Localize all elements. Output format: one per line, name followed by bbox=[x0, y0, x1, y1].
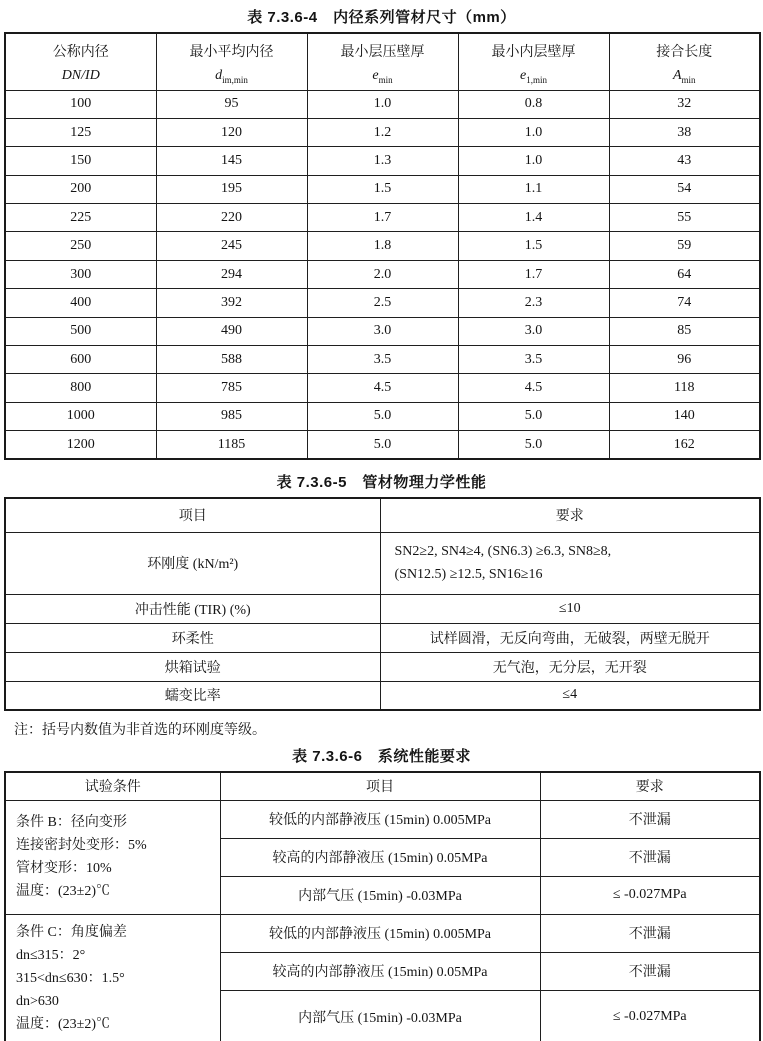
table1-title: 表 7.3.6-4 内径系列管材尺寸（mm） bbox=[247, 9, 516, 26]
condition-line: 连接密封处变形：5% bbox=[16, 838, 147, 854]
table-cell: 1000 bbox=[5, 402, 156, 430]
column-header-requirement: 要求 bbox=[540, 772, 760, 800]
table-cell: 95 bbox=[156, 90, 307, 118]
column-label: 最小平均内径 bbox=[189, 45, 274, 61]
table-row bbox=[5, 175, 760, 203]
column-symbol: e bbox=[372, 67, 379, 83]
table-cell: 96 bbox=[609, 346, 760, 374]
table-cell: 2.3 bbox=[458, 289, 609, 317]
item-cell: 内部气压 (15min) -0.03MPa bbox=[220, 990, 540, 1041]
table-cell: 1.1 bbox=[458, 175, 609, 203]
requirement-cell: ≤ -0.027MPa bbox=[540, 876, 760, 914]
table-pipe-dimensions bbox=[4, 32, 761, 460]
table-cell: 1.3 bbox=[307, 147, 458, 175]
condition-line: 温度：(23±2)℃ bbox=[16, 884, 111, 900]
table-system-performance bbox=[4, 771, 761, 1041]
table-cell: 59 bbox=[609, 232, 760, 260]
condition-line: dn≤315：2° bbox=[16, 948, 86, 964]
item-cell: 烘箱试验 bbox=[5, 652, 380, 681]
table-row bbox=[5, 594, 760, 623]
table-cell: 145 bbox=[156, 147, 307, 175]
column-header-requirement: 要求 bbox=[380, 498, 760, 532]
table-row bbox=[5, 914, 760, 952]
table-cell: 1185 bbox=[156, 431, 307, 459]
table-cell: 200 bbox=[5, 175, 156, 203]
table-cell: 85 bbox=[609, 317, 760, 345]
table-cell: 1.8 bbox=[307, 232, 458, 260]
condition-line: 315<dn≤630：1.5° bbox=[16, 971, 125, 987]
column-header-layer-wall-thickness bbox=[307, 33, 458, 90]
requirement-cell: 不泄漏 bbox=[540, 800, 760, 838]
condition-line: 条件 B：径向变形 bbox=[16, 815, 127, 831]
table-row bbox=[5, 681, 760, 710]
table-row bbox=[5, 431, 760, 459]
table-cell: 1.7 bbox=[458, 260, 609, 288]
table-cell: 3.5 bbox=[458, 346, 609, 374]
table-cell: 4.5 bbox=[307, 374, 458, 402]
table-row bbox=[5, 289, 760, 317]
item-cell: 环柔性 bbox=[5, 623, 380, 652]
condition-line: dn>630 bbox=[16, 994, 59, 1010]
requirement-cell: ≤ -0.027MPa bbox=[540, 990, 760, 1041]
table-cell: 0.8 bbox=[458, 90, 609, 118]
table-cell: 1.7 bbox=[307, 204, 458, 232]
table-cell: 1.0 bbox=[458, 147, 609, 175]
table-cell: 100 bbox=[5, 90, 156, 118]
table-cell: 985 bbox=[156, 402, 307, 430]
table-row bbox=[5, 232, 760, 260]
table2-note: 注：括号内数值为非首选的环刚度等级。 bbox=[14, 723, 266, 739]
table-cell: 55 bbox=[609, 204, 760, 232]
table-cell: 250 bbox=[5, 232, 156, 260]
item-cell: 较高的内部静液压 (15min) 0.05MPa bbox=[220, 952, 540, 990]
table-cell: 2.5 bbox=[307, 289, 458, 317]
table-cell: 38 bbox=[609, 118, 760, 146]
requirement-cell bbox=[380, 532, 760, 594]
table-cell: 1.5 bbox=[458, 232, 609, 260]
column-symbol: A bbox=[672, 67, 682, 83]
table-cell: 392 bbox=[156, 289, 307, 317]
table-physical-properties bbox=[4, 497, 761, 711]
table-row bbox=[5, 90, 760, 118]
table-cell: 500 bbox=[5, 317, 156, 345]
table-cell: 4.5 bbox=[458, 374, 609, 402]
requirement-cell: ≤4 bbox=[380, 681, 760, 710]
table-cell: 3.0 bbox=[458, 317, 609, 345]
table-row bbox=[5, 652, 760, 681]
requirement-cell: 试样圆滑，无反向弯曲，无破裂，两壁无脱开 bbox=[380, 623, 760, 652]
table-cell: 5.0 bbox=[458, 431, 609, 459]
table-cell: 1.4 bbox=[458, 204, 609, 232]
table2-title: 表 7.3.6-5 管材物理力学性能 bbox=[276, 474, 487, 492]
requirement-line: SN2≥2, SN4≥4, (SN6.3) ≥6.3, SN8≥8, bbox=[394, 543, 612, 559]
column-header-item: 项目 bbox=[5, 498, 380, 532]
column-label: 最小内层壁厚 bbox=[491, 45, 576, 61]
table-cell: 785 bbox=[156, 374, 307, 402]
table-cell: 1.0 bbox=[307, 90, 458, 118]
item-cell: 内部气压 (15min) -0.03MPa bbox=[220, 876, 540, 914]
table-cell: 74 bbox=[609, 289, 760, 317]
condition-b-cell bbox=[5, 800, 220, 914]
table1-body bbox=[5, 90, 760, 459]
table-cell: 588 bbox=[156, 346, 307, 374]
table-cell: 32 bbox=[609, 90, 760, 118]
table-row bbox=[5, 317, 760, 345]
table-cell: 2.0 bbox=[307, 260, 458, 288]
column-label: 接合长度 bbox=[656, 45, 713, 61]
table-cell: 43 bbox=[609, 147, 760, 175]
table-cell: 140 bbox=[609, 402, 760, 430]
requirement-cell: 不泄漏 bbox=[540, 952, 760, 990]
table-row bbox=[5, 623, 760, 652]
condition-line: 温度：(23±2)℃ bbox=[16, 1017, 111, 1033]
column-label: 公称内径 bbox=[52, 45, 109, 61]
table-cell: 1.5 bbox=[307, 175, 458, 203]
requirement-cell: 无气泡，无分层，无开裂 bbox=[380, 652, 760, 681]
requirement-line: (SN12.5) ≥12.5, SN16≥16 bbox=[394, 567, 543, 583]
condition-c-cell bbox=[5, 914, 220, 1041]
table-cell: 5.0 bbox=[307, 431, 458, 459]
column-symbol-sub: min bbox=[681, 74, 696, 85]
table-cell: 5.0 bbox=[307, 402, 458, 430]
column-header-mean-inner-diameter bbox=[156, 33, 307, 90]
table-cell: 300 bbox=[5, 260, 156, 288]
column-symbol: d bbox=[215, 67, 223, 83]
table-cell: 3.5 bbox=[307, 346, 458, 374]
table-cell: 118 bbox=[609, 374, 760, 402]
requirement-cell: ≤10 bbox=[380, 594, 760, 623]
table-cell: 195 bbox=[156, 175, 307, 203]
table-cell: 220 bbox=[156, 204, 307, 232]
table-cell: 800 bbox=[5, 374, 156, 402]
table-cell: 294 bbox=[156, 260, 307, 288]
table2-header-row bbox=[5, 498, 760, 532]
table-row bbox=[5, 532, 760, 594]
table-cell: 5.0 bbox=[458, 402, 609, 430]
column-symbol-sub: min bbox=[378, 74, 393, 85]
column-header-joint-length bbox=[609, 33, 760, 90]
requirement-cell: 不泄漏 bbox=[540, 914, 760, 952]
condition-line: 条件 C：角度偏差 bbox=[16, 925, 127, 941]
table-cell: 64 bbox=[609, 260, 760, 288]
table-cell: 225 bbox=[5, 204, 156, 232]
item-cell: 较低的内部静液压 (15min) 0.005MPa bbox=[220, 914, 540, 952]
column-header-item: 项目 bbox=[220, 772, 540, 800]
table-row bbox=[5, 147, 760, 175]
column-symbol-sub: 1,min bbox=[526, 74, 547, 85]
item-cell: 较低的内部静液压 (15min) 0.005MPa bbox=[220, 800, 540, 838]
table-cell: 400 bbox=[5, 289, 156, 317]
table-cell: 54 bbox=[609, 175, 760, 203]
column-header-inner-wall-thickness bbox=[458, 33, 609, 90]
table-cell: 120 bbox=[156, 118, 307, 146]
requirement-cell: 不泄漏 bbox=[540, 838, 760, 876]
condition-line: 管材变形：10% bbox=[16, 861, 112, 877]
table-cell: 150 bbox=[5, 147, 156, 175]
table-row bbox=[5, 374, 760, 402]
table-row bbox=[5, 260, 760, 288]
table-cell: 1.0 bbox=[458, 118, 609, 146]
column-header-dn bbox=[5, 33, 156, 90]
column-label: 最小层压壁厚 bbox=[340, 45, 425, 61]
item-cell: 蠕变比率 bbox=[5, 681, 380, 710]
table-cell: 3.0 bbox=[307, 317, 458, 345]
table-cell: 125 bbox=[5, 118, 156, 146]
table-cell: 162 bbox=[609, 431, 760, 459]
table-row bbox=[5, 402, 760, 430]
table-cell: 600 bbox=[5, 346, 156, 374]
table-cell: 1.2 bbox=[307, 118, 458, 146]
column-header-test-condition: 试验条件 bbox=[5, 772, 220, 800]
table-cell: 245 bbox=[156, 232, 307, 260]
table-row bbox=[5, 204, 760, 232]
table1-header-row bbox=[5, 33, 760, 90]
item-cell: 冲击性能 (TIR) (%) bbox=[5, 594, 380, 623]
table-cell: 1200 bbox=[5, 431, 156, 459]
table-row bbox=[5, 346, 760, 374]
item-cell: 较高的内部静液压 (15min) 0.05MPa bbox=[220, 838, 540, 876]
column-symbol: e bbox=[520, 67, 527, 83]
table3-title: 表 7.3.6-6 系统性能要求 bbox=[292, 748, 471, 766]
table-cell: 490 bbox=[156, 317, 307, 345]
column-symbol-sub: im,min bbox=[222, 74, 248, 85]
item-cell: 环刚度 (kN/m²) bbox=[5, 532, 380, 594]
table3-header-row bbox=[5, 772, 760, 800]
column-symbol: DN/ID bbox=[61, 67, 100, 83]
table-row bbox=[5, 118, 760, 146]
table-row bbox=[5, 800, 760, 838]
